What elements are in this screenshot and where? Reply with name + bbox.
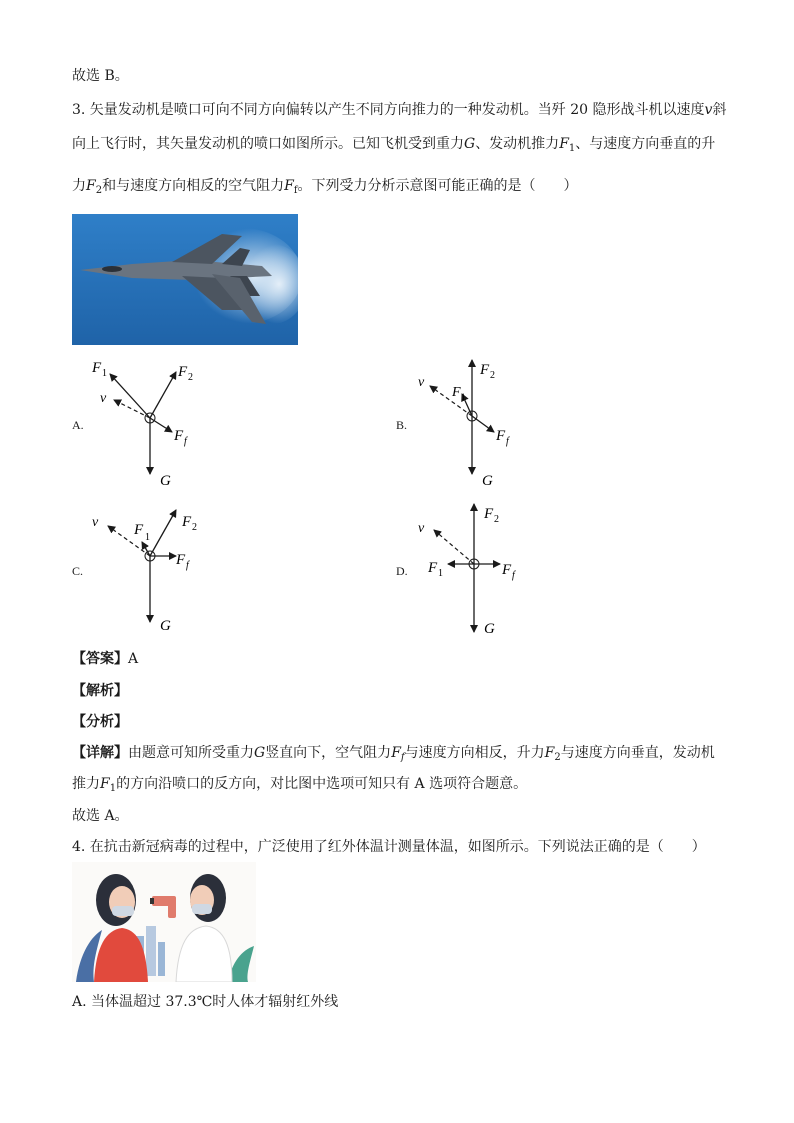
svg-text:F: F	[452, 385, 461, 400]
svg-text:v: v	[418, 521, 425, 536]
q4-stem: 4. 在抗击新冠病毒的过程中，广泛使用了红外体温计测量体温，如图所示。下列说法正确的是（ ）	[72, 839, 706, 855]
svg-text:2: 2	[192, 522, 197, 533]
svg-text:F: F	[480, 362, 490, 378]
option-c-label: C.	[72, 564, 84, 578]
q2-conclusion: 故选 B。	[72, 68, 129, 84]
option-c-diagram	[88, 500, 218, 640]
answer-conclusion: 故选 A。	[72, 808, 129, 824]
option-b-diagram	[410, 352, 540, 492]
option-a-label: A.	[72, 418, 84, 432]
q3-stem-line2: 向上飞行时，其矢量发动机的喷口如图所示。已知飞机受到重力G、发动机推力$F_1$、与速度方向垂直的升	[72, 136, 716, 154]
svg-text:F: F	[174, 428, 184, 444]
svg-text:f: f	[512, 570, 515, 581]
c-f2-arrow	[150, 510, 176, 556]
svg-text:v: v	[100, 391, 107, 406]
b-ff-arrow	[472, 416, 494, 432]
svg-text:F: F	[176, 552, 186, 568]
option-a-diagram	[88, 352, 218, 492]
c-v-arrow	[108, 526, 150, 556]
d-v-arrow	[434, 530, 474, 564]
svg-text:F: F	[502, 562, 512, 578]
a-f1-arrow	[110, 374, 150, 418]
breakdown-heading: 【分析】	[72, 714, 128, 730]
a-f2-arrow	[150, 372, 176, 418]
q3-stem-line3: 力$F_2$和与速度方向相反的空气阻力$F_f$。下列受力分析示意图可能正确的是（ ）	[72, 178, 578, 196]
svg-text:2: 2	[494, 514, 499, 525]
option-b-label: B.	[396, 418, 408, 432]
svg-text:G: G	[482, 473, 493, 489]
svg-text:F: F	[484, 506, 494, 522]
a-ff-arrow	[150, 418, 172, 432]
svg-text:f: f	[184, 436, 187, 447]
option-d-diagram	[410, 496, 540, 642]
svg-text:F: F	[496, 428, 506, 444]
svg-text:v: v	[418, 375, 425, 390]
q4-option-a: A. 当体温超过 37.3℃时人体才辐射红外线	[72, 994, 339, 1010]
svg-text:2: 2	[490, 370, 495, 381]
svg-text:F: F	[92, 360, 102, 376]
svg-text:f: f	[186, 560, 189, 571]
a-v-arrow	[114, 400, 150, 418]
svg-text:G: G	[160, 473, 171, 489]
svg-text:F: F	[134, 522, 144, 538]
svg-text:G: G	[484, 621, 495, 637]
svg-text:v: v	[92, 515, 99, 530]
thermometer-illustration	[72, 862, 256, 982]
svg-text:1: 1	[438, 568, 443, 579]
svg-text:F: F	[178, 364, 188, 380]
detail-line2: 推力$F_1$的方向沿喷口的反方向，对比图中选项可知只有 A 选项符合题意。	[72, 776, 528, 794]
answer-line: 【答案】A	[72, 651, 139, 667]
svg-text:1: 1	[145, 532, 150, 543]
q3-stem-line1: 3. 矢量发动机是喷口可向不同方向偏转以产生不同方向推力的一种发动机。当歼 20 隐形战斗机以速度v斜	[72, 102, 727, 118]
svg-text:2: 2	[188, 372, 193, 383]
svg-text:1: 1	[461, 392, 466, 402]
svg-text:f: f	[506, 436, 509, 447]
analysis-heading: 【解析】	[72, 683, 128, 699]
svg-text:F: F	[182, 514, 192, 530]
detail-line1: 【详解】由题意可知所受重力G竖直向下，空气阻力$F_f$与速度方向相反，升力$F_2$与速度方向垂直，发动机	[72, 745, 715, 763]
svg-text:F: F	[428, 560, 438, 576]
fighter-jet-photo	[72, 214, 298, 345]
svg-text:1: 1	[102, 368, 107, 379]
svg-text:G: G	[160, 618, 171, 634]
option-d-label: D.	[396, 564, 408, 578]
